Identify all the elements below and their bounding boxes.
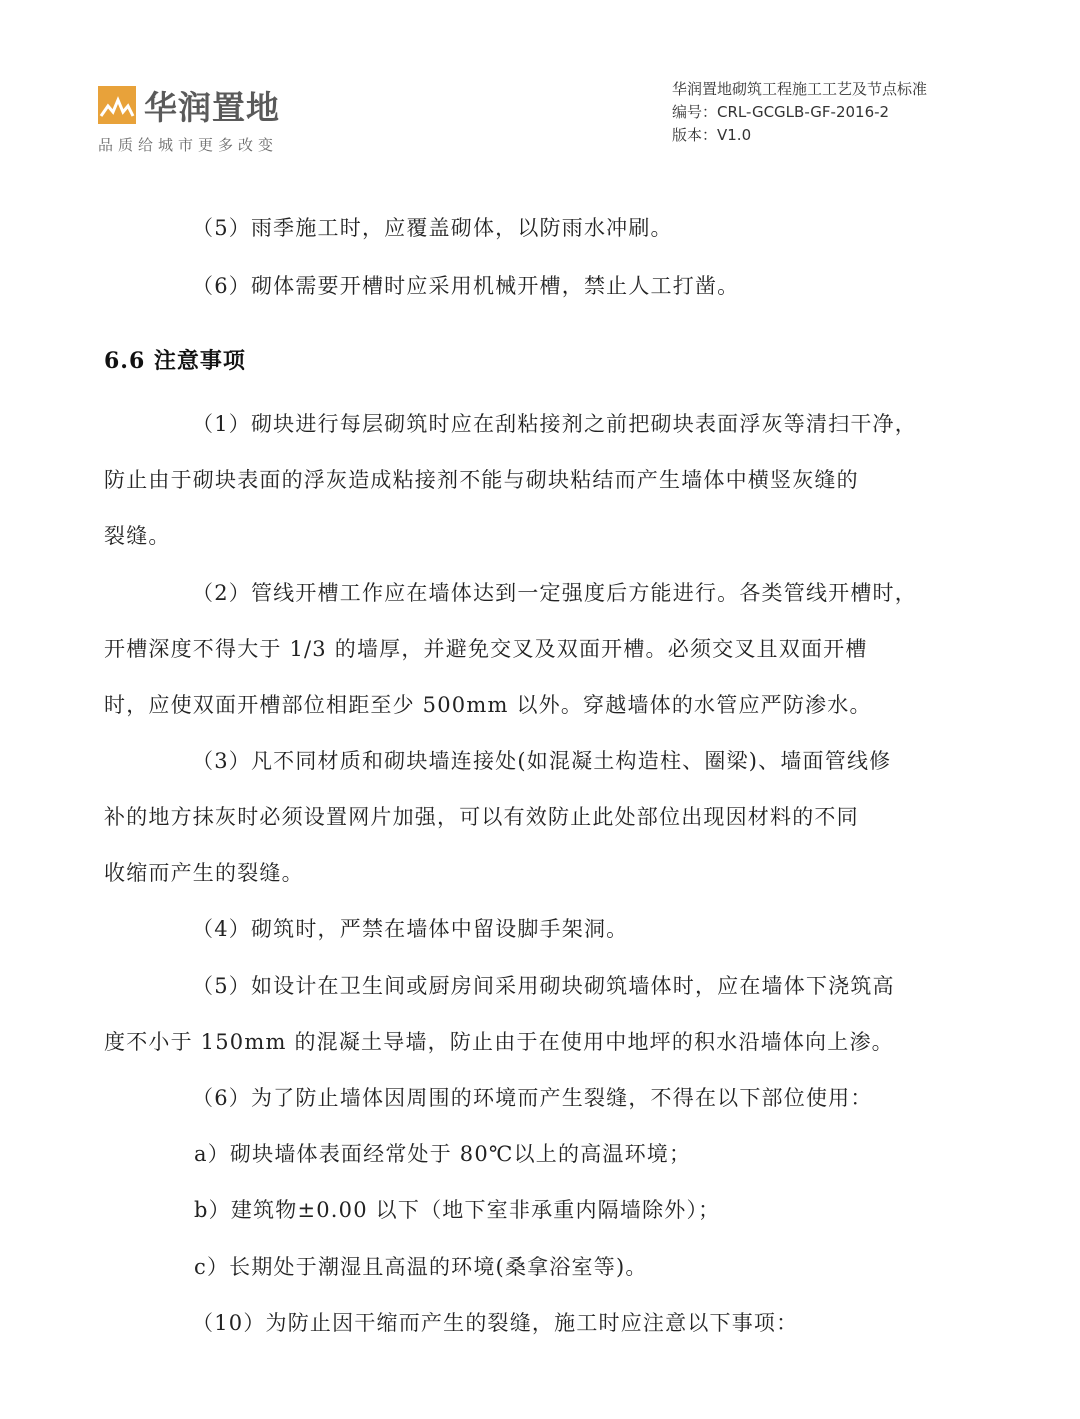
paragraph-line: 收缩而产生的裂缝。 <box>104 861 304 885</box>
paragraph-line: （10）为防止因干缩而产生的裂缝，施工时应注意以下事项： <box>192 1311 799 1335</box>
paragraph-line: （5）如设计在卫生间或厨房间采用砌块砌筑墙体时，应在墙体下浇筑高 <box>192 974 895 998</box>
paragraph-line: （5）雨季施工时，应覆盖砌体，以防雨水冲刷。 <box>192 216 673 240</box>
list-item: b）建筑物±0.00 以下（地下室非承重内隔墙除外）； <box>194 1198 721 1222</box>
company-logo <box>98 86 338 156</box>
paragraph-line: 裂缝。 <box>104 524 171 548</box>
paragraph-line: （3）凡不同材质和砌块墙连接处(如混凝土构造柱、圈梁)、墙面管线修 <box>192 749 892 773</box>
paragraph-line: （6）为了防止墙体因周围的环境而产生裂缝，不得在以下部位使用： <box>192 1086 873 1110</box>
paragraph-line: 防止由于砌块表面的浮灰造成粘接剂不能与砌块粘结而产生墙体中横竖灰缝的 <box>104 468 859 492</box>
paragraph-line: 开槽深度不得大于 1/3 的墙厚，并避免交叉及双面开槽。必须交叉且双面开槽 <box>104 637 868 661</box>
document-title: 华润置地砌筑工程施工工艺及节点标准 <box>672 80 928 98</box>
paragraph-line: 补的地方抹灰时必须设置网片加强，可以有效防止此处部位出现因材料的不同 <box>104 805 859 829</box>
logo-mark-icon <box>98 86 136 124</box>
paragraph-line: 时，应使双面开槽部位相距至少 500mm 以外。穿越墙体的水管应严防渗水。 <box>104 693 872 717</box>
paragraph-line: （1）砌块进行每层砌筑时应在刮粘接剂之前把砌块表面浮灰等清扫干净， <box>192 412 917 436</box>
paragraph-line: （6）砌体需要开槽时应采用机械开槽，禁止人工打凿。 <box>192 274 740 298</box>
paragraph-line: （2）管线开槽工作应在墙体达到一定强度后方能进行。各类管线开槽时， <box>192 581 917 605</box>
list-item: c）长期处于潮湿且高温的环境(桑拿浴室等)。 <box>194 1255 648 1279</box>
section-heading: 6.6 注意事项 <box>104 348 246 374</box>
document-meta <box>672 78 927 147</box>
list-item: a）砌块墙体表面经常处于 80℃以上的高温环境； <box>194 1142 692 1166</box>
paragraph-line: 度不小于 150mm 的混凝土导墙，防止由于在使用中地坪的积水沿墙体向上渗。 <box>104 1030 894 1054</box>
logo-slogan: 品质给城市更多改变 <box>98 136 279 154</box>
document-version: 版本：V1.0 <box>672 126 752 144</box>
page-header <box>0 0 1080 170</box>
logo-name: 华润置地 <box>144 88 280 127</box>
paragraph-line: （4）砌筑时，严禁在墙体中留设脚手架洞。 <box>192 917 629 941</box>
document-number: 编号：CRL-GCGLB-GF-2016-2 <box>672 103 890 121</box>
